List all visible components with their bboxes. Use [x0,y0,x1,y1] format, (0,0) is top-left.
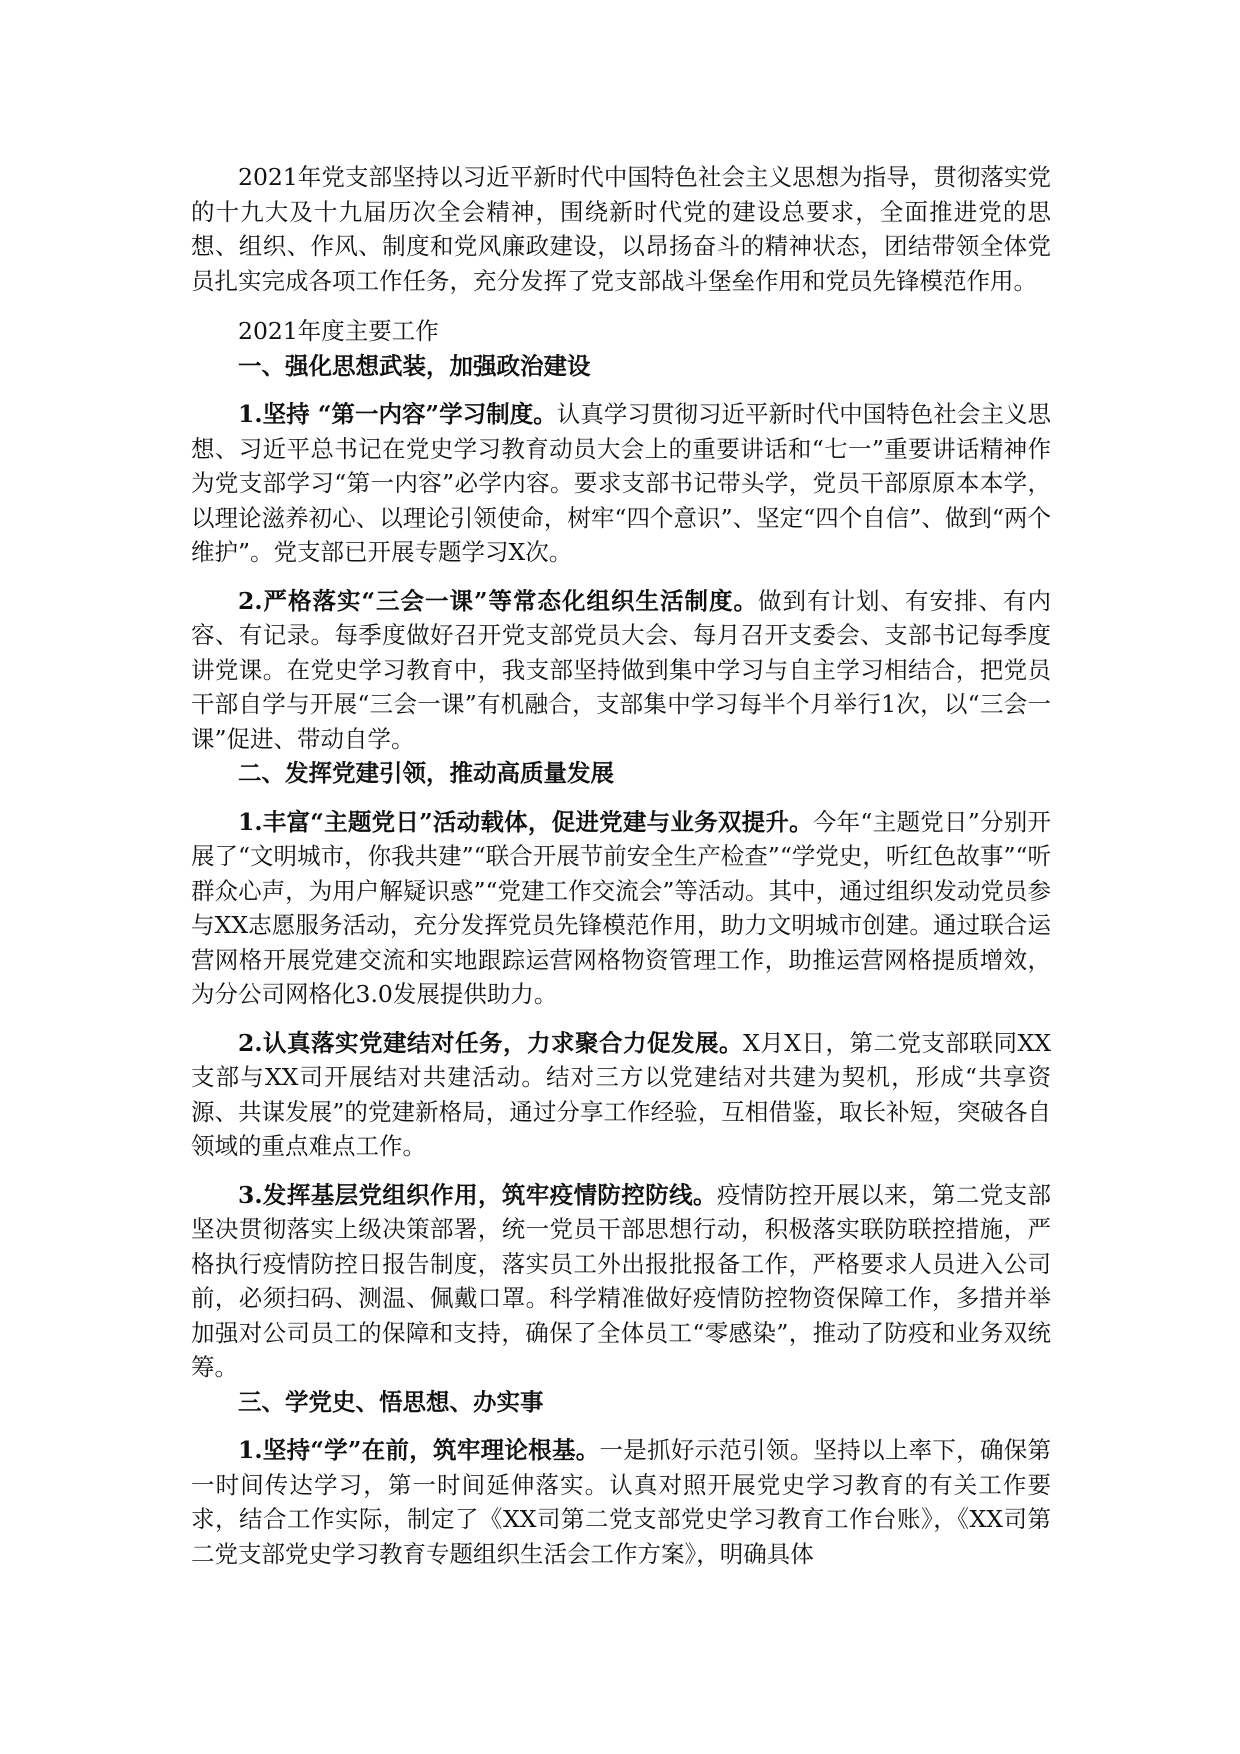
item-lead: 2.认真落实党建结对任务，力求聚合力促发展。 [238,1028,744,1057]
item-body: 一是抓好示范引领。坚持以上率下，确保第一时间传达学习，第一时间延伸落实。认真对照开展党史学习教育的有关工作要求，结合工作实际，制定了《XX司第二党支部党史学习教育工作台账》，《XX司第二党支部党史学习教育专题组织生活会工作方案》，明确具体 [191,1436,1052,1568]
item-lead: 3.发挥基层党组织作用，筑牢疫情防控防线。 [238,1180,717,1209]
section-2-item-3 [191,1178,1051,1385]
section-heading-3: 三、学党史、悟思想、办实事 [238,1387,544,1416]
item-lead: 1.坚持“学”在前，筑牢理论根基。 [238,1436,600,1464]
section-2-item-1 [191,805,1051,1012]
item-body: X月X日，第二党支部联同XX支部与XX司开展结对共建活动。结对三方以党建结对共建为契机，形成“共享资源、共谋发展”的党建新格局，通过分享工作经验，互相借鉴，取长补短，突破各自领域的重点难点工作。 [191,1028,1051,1160]
section-1-item-1 [191,397,1051,570]
document-subtitle: 2021年度主要工作 [238,317,439,345]
item-body: 做到有计划、有安排、有内容、有记录。每季度做好召开党支部党员大会、每月召开支委会、支部书记每季度讲党课。在党史学习教育中，我支部坚持做到集中学习与自主学习相结合，把党员干部自学与开展“三会一课”有机融合，支部集中学习每半个月举行1次，以“三会一课”促进、带动自学。 [191,586,1051,753]
item-body: 认真学习贯彻习近平新时代中国特色社会主义思想、习近平总书记在党史学习教育动员大会上的重要讲话和“七一”重要讲话精神作为党支部学习“第一内容”必学内容。要求支部书记带头学，党员干部原原本本学，以理论滋养初心、以理论引领使命，树牢“四个意识”、坚定“四个自信”、做到“两个维护”。党支部已开展专题学习X次。 [191,400,1052,566]
item-lead: 1.坚持 “第一内容”学习制度。 [238,400,557,428]
item-lead: 1.丰富“主题党日”活动载体，促进党建与业务双提升。 [238,807,813,836]
item-body: 今年“主题党日”分别开展了“文明城市，你我共建”“联合开展节前安全生产检查”“学党史，听红色故事”“听群众心声，为用户解疑识惑”“党建工作交流会”等活动。其中，通过组织发动党员参与XX志愿服务活动，充分发挥党员先锋模范作用，助力文明城市创建。通过联合运营网格开展党建交流和实地跟踪运营网格物资管理工作，助推运营网格提质增效，为分公司网格化3.0发展提供助力。 [191,807,1051,1008]
item-body: 疫情防控开展以来，第二党支部坚决贯彻落实上级决策部署，统一党员干部思想行动，积极落实联防联控措施，严格执行疫情防控日报告制度，落实员工外出报批报备工作，严格要求人员进入公司前，必须扫码、测温、佩戴口罩。科学精准做好疫情防控物资保障工作，多措并举加强对公司员工的保障和支持，确保了全体员工“零感染”，推动了防疫和业务双统筹。 [191,1180,1051,1381]
section-1-item-2 [191,584,1051,757]
item-lead: 2.严格落实“三会一课”等常态化组织生活制度。 [238,586,759,615]
section-2-item-2 [191,1026,1051,1164]
section-heading-1: 一、强化思想武装，加强政治建设 [238,351,591,380]
section-heading-2: 二、发挥党建引领，推动高质量发展 [238,759,614,787]
section-3-item-1 [191,1433,1051,1571]
document-page [191,160,1051,1571]
intro-paragraph: 2021年党支部坚持以习近平新时代中国特色社会主义思想为指导，贯彻落实党的十九大及十九届历次全会精神，围绕新时代党的建设总要求，全面推进党的思想、组织、作风、制度和党风廉政建设，以昂扬奋斗的精神状态，团结带领全体党员扎实完成各项工作任务，充分发挥了党支部战斗堡垒作用和党员先锋模范作用。 [191,163,1051,295]
